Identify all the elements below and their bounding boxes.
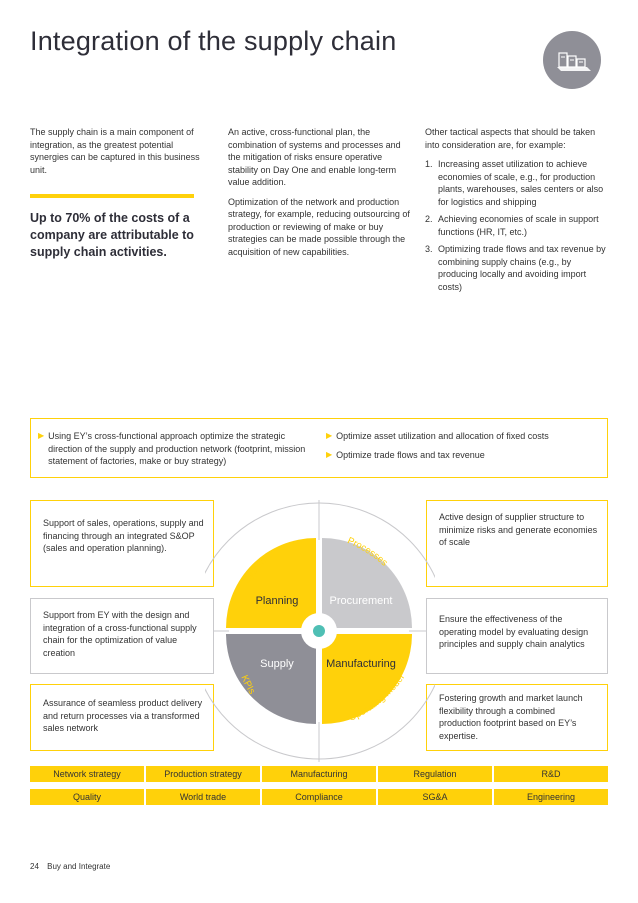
quadrant-planning bbox=[226, 538, 316, 628]
factory-badge bbox=[543, 31, 601, 89]
list-item: 2. Achieving economies of scale in support functions (HR, IT, etc.) bbox=[425, 214, 599, 237]
label-manufacturing: Manufacturing bbox=[326, 658, 396, 670]
left-box-1: Support of sales, operations, supply and financing through an integrated S&OP (sales and operation planning). bbox=[30, 500, 214, 587]
list-item: 1. Increasing asset utilization to achieve economies of scale, e.g., for production plants, warehouses, sales centers or also for logistics and shipping bbox=[425, 159, 604, 207]
tactical-list bbox=[425, 158, 610, 293]
callout-text: Up to 70% of the costs of a company are attributable to supply chain activities. bbox=[30, 211, 194, 259]
bar-quality: Quality bbox=[30, 789, 144, 805]
bar-production-strategy: Production strategy bbox=[146, 766, 260, 782]
approach-left: ▶ Using EY’s cross-functional approach optimize the strategic direction of the supply and production network (footprint, mission statement of factories, make or buy strategy) bbox=[38, 431, 306, 466]
page-number: 24 bbox=[30, 862, 39, 871]
right-box-1: Active design of supplier structure to minimize risks and generate economies of scale bbox=[426, 500, 608, 587]
tactical-column bbox=[425, 126, 610, 298]
callout-rule bbox=[30, 194, 194, 198]
intro-text: The supply chain is a main component of integration, as the greatest potential synergies can be captured in this business unit. bbox=[30, 127, 200, 175]
bar-network-strategy: Network strategy bbox=[30, 766, 144, 782]
bar-engineering: Engineering bbox=[494, 789, 608, 805]
label-supply: Supply bbox=[260, 658, 294, 670]
right-box-2: Ensure the effectiveness of the operating model by evaluating design principles and supply chain analytics bbox=[426, 598, 608, 674]
tactical-intro: Other tactical aspects that should be taken into consideration are, for example: bbox=[425, 127, 596, 150]
bar-compliance: Compliance bbox=[262, 789, 376, 805]
label-planning: Planning bbox=[255, 595, 299, 607]
arc-label-processes: Processes bbox=[345, 535, 390, 569]
footer-section: Buy and Integrate bbox=[47, 862, 111, 871]
middle-paragraph-2: Optimization of the network and production strategy, for example, reducing outsourcing of production or reviewing of make or buy strategies can be made possible through the acquisition of new capabilities. bbox=[228, 196, 410, 257]
bar-regulation: Regulation bbox=[378, 766, 492, 782]
page-title: Integration of the supply chain bbox=[30, 26, 397, 56]
bar-sga: SG&A bbox=[378, 789, 492, 805]
wheel-center-dot bbox=[313, 625, 325, 637]
page-footer bbox=[30, 862, 110, 871]
label-procurement: Procurement bbox=[329, 595, 393, 607]
bar-world-trade: World trade bbox=[146, 789, 260, 805]
triangle-bullet-icon: ▶ bbox=[326, 450, 333, 459]
supply-chain-wheel bbox=[205, 500, 435, 762]
bar-manufacturing: Manufacturing bbox=[262, 766, 376, 782]
arc-label-kpis: KPIs bbox=[238, 673, 258, 697]
right-box-3: Fostering growth and market launch flexibility through a combined production footprint based on EY’s expertise. bbox=[426, 684, 608, 751]
bar-rd: R&D bbox=[494, 766, 608, 782]
triangle-bullet-icon: ▶ bbox=[326, 431, 333, 440]
triangle-bullet-icon: ▶ bbox=[38, 431, 45, 440]
approach-right-1: ▶ Optimize asset utilization and allocation of fixed costs bbox=[326, 431, 549, 441]
approach-right-2: ▶ Optimize trade flows and tax revenue bbox=[326, 450, 485, 460]
middle-paragraph-1: An active, cross-functional plan, the combination of systems and processes and the mitigation of risks ensure operative stability on Day One and enable long-term value addition. bbox=[228, 127, 401, 187]
arc-label-operating-model: Operating model bbox=[347, 672, 407, 724]
left-box-3: Assurance of seamless product delivery and return processes via a transformed sales network bbox=[30, 684, 214, 751]
arc-label-systems: Systems bbox=[241, 550, 275, 586]
list-item: 3. Optimizing trade flows and tax revenue by combining supply chains (e.g., by producing locally and avoiding import costs) bbox=[425, 244, 606, 292]
factory-icon bbox=[543, 31, 601, 89]
intro-column bbox=[30, 126, 202, 183]
left-box-2: Support from EY with the design and integration of a cross-functional supply chain for the optimization of value creation bbox=[30, 598, 214, 674]
middle-column bbox=[228, 126, 411, 265]
